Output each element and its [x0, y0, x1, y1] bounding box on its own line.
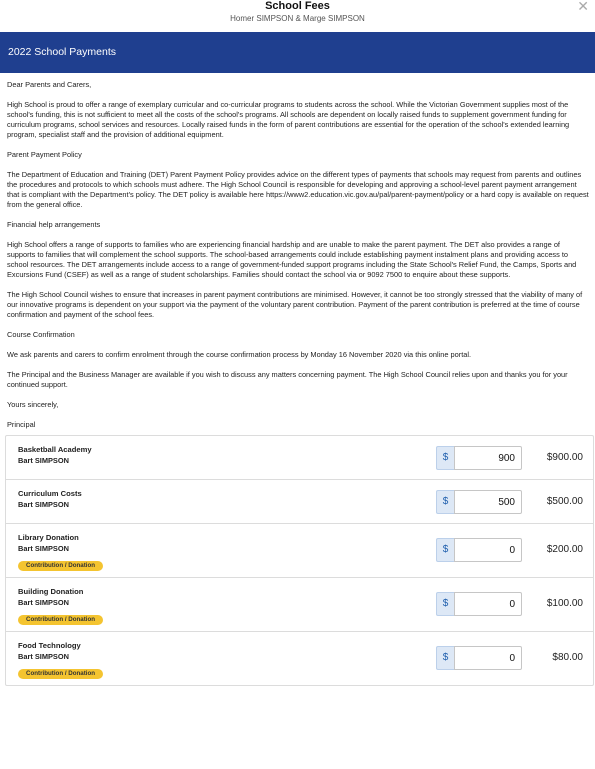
fee-item-student: Bart SIMPSON	[18, 456, 69, 465]
amount-input[interactable]	[454, 646, 522, 670]
letter-paragraph-policy: The Department of Education and Training (DET) Parent Payment Policy provides advice on the different types of payments that schools may request from parents and outlines the procedures and protocols to which schools must adhere. The High School Council is responsible for developing and approving a school-level parent payment arrangement that is compliant with the Department's policy. The DET policy is available here https://www2.education.vic.gov.au/pal/parent-payment/policy or a hard copy is available on request from the general office.	[7, 170, 589, 209]
fee-item-name: Building Donation	[18, 587, 84, 596]
fee-item-food-technology	[6, 632, 593, 685]
fee-item-name: Library Donation	[18, 533, 79, 542]
amount-input[interactable]	[454, 446, 522, 470]
fee-total: $80.00	[552, 652, 583, 663]
fee-total: $100.00	[546, 598, 583, 609]
letter-paragraph-thanks: The Principal and the Business Manager are available if you wish to discuss any matters concerning payment. The High School Council relies upon and thanks you for your continued support.	[7, 370, 568, 389]
letter-paragraph-council: The High School Council wishes to ensure that increases in parent payment contributions are minimised. However, it cannot be too strongly stressed that the viability of many of our innovative programs is dependent on your support via the payment of the voluntary parent contribution. Payment of the parent contribution is preferred at the time of course confirmation and payment of the school fees.	[7, 290, 583, 319]
heading-course-confirmation: Course Confirmation	[7, 330, 75, 339]
modal-subtitle: Homer SIMPSON & Marge SIMPSON	[230, 14, 365, 23]
fee-item-student: Bart SIMPSON	[18, 652, 69, 661]
payments-banner	[0, 32, 595, 73]
fee-item-curriculum-costs	[6, 480, 593, 524]
fee-item-name: Curriculum Costs	[18, 489, 82, 498]
fee-item-library-donation	[6, 524, 593, 578]
fee-item-info	[18, 587, 103, 626]
amount-input-group	[436, 646, 522, 670]
fee-item-basketball-academy	[6, 436, 593, 480]
dollar-addon: $	[436, 490, 454, 514]
close-icon[interactable]: ✕	[577, 0, 589, 14]
letter-signature: Principal	[7, 420, 36, 429]
dollar-addon: $	[436, 646, 454, 670]
fee-item-student: Bart SIMPSON	[18, 544, 69, 553]
letter-paragraph-intro: High School is proud to offer a range of exemplary curricular and co-curricular programs to students across the school. While the Victorian Government supplies most of the school's funding, this is not sufficient to meet all the costs of the school's programs. All schools are dependent on locally raised funds to supplement government funding for curriculum programs, school services and resources. Locally raised funds in the form of parent contributions are essential for the operation of the school's extended learning program, specialist staff and the provision of additional equipment.	[7, 100, 570, 139]
contribution-badge: Contribution / Donation	[18, 561, 103, 571]
amount-input-group	[436, 592, 522, 616]
fee-item-name: Food Technology	[18, 641, 81, 650]
fee-item-name: Basketball Academy	[18, 445, 92, 454]
fee-item-info	[18, 445, 92, 466]
letter-paragraph-confirmation: We ask parents and carers to confirm enrolment through the course confirmation process by Monday 16 November 2020 via this online portal.	[7, 350, 472, 359]
dollar-addon: $	[436, 446, 454, 470]
fee-item-info	[18, 489, 82, 510]
fee-item-student: Bart SIMPSON	[18, 500, 69, 509]
letter-body	[0, 73, 595, 430]
fee-total: $500.00	[546, 496, 583, 507]
amount-input[interactable]	[454, 592, 522, 616]
amount-input-group	[436, 490, 522, 514]
modal-header	[0, 0, 595, 32]
heading-financial-help: Financial help arrangements	[7, 220, 101, 229]
heading-parent-payment-policy: Parent Payment Policy	[7, 150, 82, 159]
letter-greeting: Dear Parents and Carers,	[7, 80, 92, 89]
fee-item-student: Bart SIMPSON	[18, 598, 69, 607]
fee-item-info	[18, 533, 103, 572]
fee-total: $200.00	[546, 544, 583, 555]
letter-signoff: Yours sincerely,	[7, 400, 59, 409]
dollar-addon: $	[436, 538, 454, 562]
amount-input[interactable]	[454, 490, 522, 514]
amount-input[interactable]	[454, 538, 522, 562]
amount-input-group	[436, 538, 522, 562]
fee-item-info	[18, 641, 103, 680]
fee-items-list	[5, 435, 594, 686]
letter-paragraph-financial-help: High School offers a range of supports to families who are experiencing financial hardship and are unable to make the parent payment. The DET also provides a range of supports to families that will complement the school supports. The school-based arrangements could include establishing payment instalment plans and providing access to school resources. The DET arrangements include access to a range of government-funded support programs including the State School's Relief Fund, the Camps, Sports and Excursions Fund (CSEF) as well as a range of student scholarships. Families should contact the school via or 9092 7500 to enquire about these supports.	[7, 240, 577, 279]
modal-title: School Fees	[265, 0, 330, 12]
contribution-badge: Contribution / Donation	[18, 669, 103, 679]
amount-input-group	[436, 446, 522, 470]
banner-title: 2022 School Payments	[8, 46, 116, 58]
fee-total: $900.00	[546, 452, 583, 463]
fee-item-building-donation	[6, 578, 593, 632]
dollar-addon: $	[436, 592, 454, 616]
contribution-badge: Contribution / Donation	[18, 615, 103, 625]
